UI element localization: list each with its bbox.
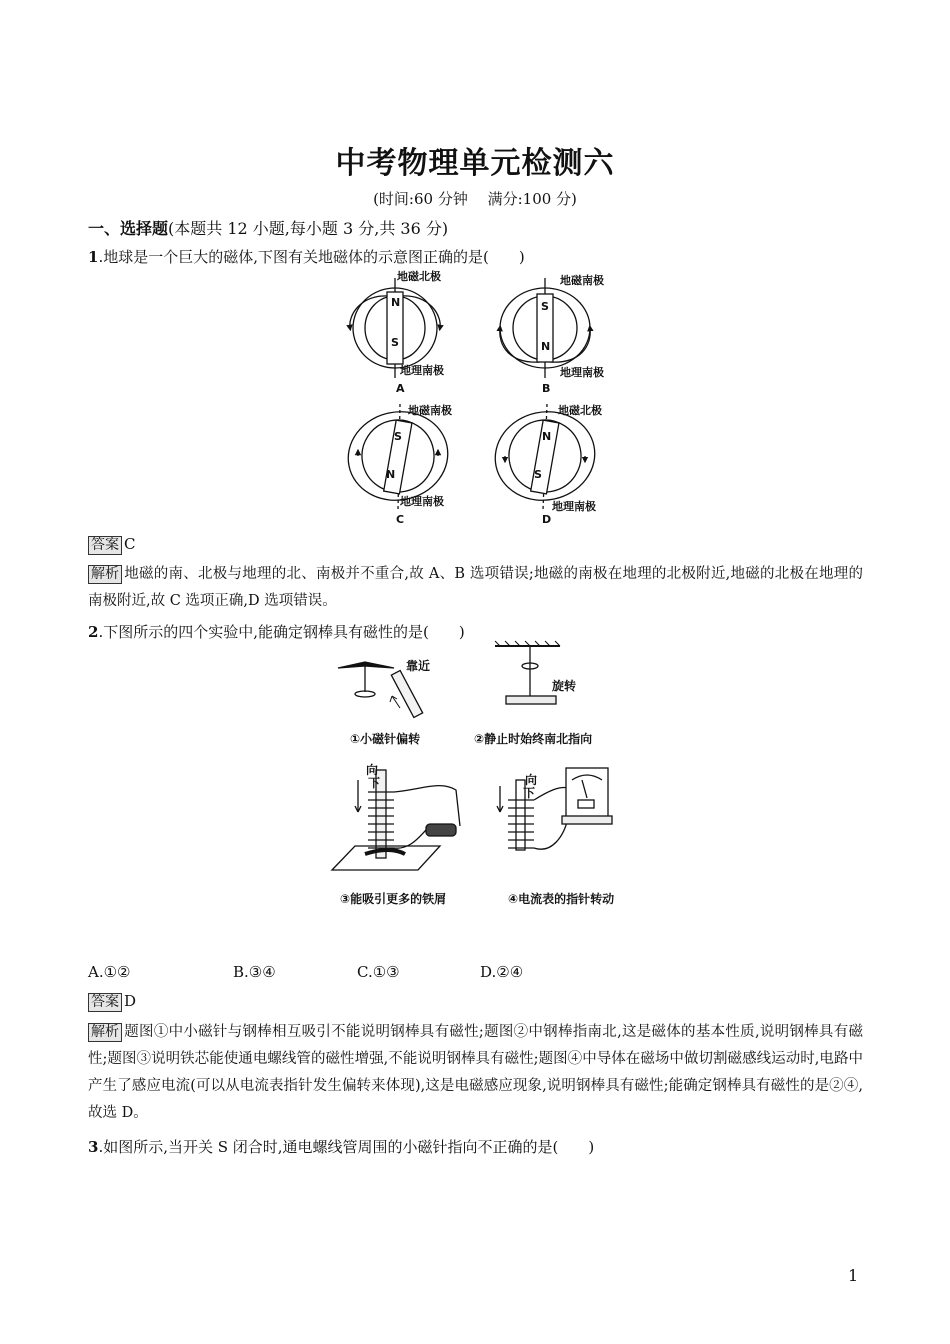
question-2 [88,621,465,642]
experiment-4 [497,768,612,850]
label-b-n: N [541,340,551,353]
label-c: C [396,513,405,526]
option-a: A.①② [88,963,131,981]
label-a-n: N [391,296,401,309]
label-b: B [542,382,551,395]
question-3-text: .如图所示,当开关 S 闭合时,通电螺线管周围的小磁针指向不正确的是( ) [98,1138,595,1156]
geomagnetic-figure [330,266,630,530]
label-d-top: 地磁北极 [558,404,602,417]
answer-2-value: D [124,992,137,1010]
down-label-4b: 下 [523,786,536,800]
question-1 [88,246,525,267]
label-a-top: 地磁北极 [397,270,441,283]
label-c-n: N [386,468,396,481]
label-c-top: 地磁南极 [408,404,452,417]
label-d-bottom: 地理南极 [552,500,596,513]
label-a-bottom: 地理南极 [400,364,444,377]
answer-2 [88,992,136,1012]
label-b-s: S [541,300,549,313]
near-label: 靠近 [406,659,431,673]
diagram-b [500,278,590,378]
label-b-top: 地磁南极 [560,274,604,287]
section-number: 一、 [88,219,121,238]
label-d-n: N [542,430,552,443]
answer-tag: 答案 [88,536,122,555]
caption-3: ③能吸引更多的铁屑 [340,892,447,906]
analysis-tag: 解析 [88,1023,122,1042]
page-title: 中考物理单元检测六 [335,146,615,181]
question-1-number: 1 [88,248,99,266]
section-name: 选择题 [120,219,169,238]
exam-info: (时间:60 分钟 满分:100 分) [373,190,577,208]
option-c: C.①③ [357,963,400,981]
question-2-text: .下图所示的四个实验中,能确定钢棒具有磁性的是( ) [98,623,465,641]
section-heading [88,216,448,239]
label-d: D [542,513,552,526]
analysis-tag: 解析 [88,565,122,584]
question-3-number: 3 [88,1138,99,1156]
caption-4: ④电流表的指针转动 [508,892,615,906]
analysis-2-text: 题图①中小磁针与钢棒相互吸引不能说明钢棒具有磁性;题图②中钢棒指南北,这是磁体的基本性质,说明钢棒具有磁性;题图③说明铁芯能使通电螺线管的磁性增强,不能说明钢棒具有磁性;题图④中导体在磁场中做切割磁感线运动时,电路中产生了感应电流(可以从电流表指针发生偏转来体现),这是电磁感应现象,说明钢棒具有磁性;能确定钢棒具有磁性的是②④,故选 D。 [88,1024,863,1121]
caption-1: ①小磁针偏转 [350,732,421,746]
answer-1 [88,535,135,555]
diagram-c [340,403,456,510]
experiment-2 [495,641,560,704]
label-c-s: S [394,430,402,443]
down-label-3a: 向 [366,763,379,777]
caption-2: ②静止时始终南北指向 [474,732,593,746]
diagram-a [350,278,440,378]
experiment-3 [332,770,460,870]
down-label-4a: 向 [525,773,538,787]
rotate-label: 旋转 [552,679,577,693]
analysis-2 [88,1019,863,1127]
answer-tag: 答案 [88,993,122,1012]
label-d-s: S [534,468,542,481]
page-number: 1 [848,1266,859,1285]
option-d: D.②④ [480,963,524,981]
analysis-1-text: 地磁的南、北极与地理的北、南极并不重合,故 A、B 选项错误;地磁的南极在地理的北极附近,地磁的北极在地理的南极附近,故 C 选项正确,D 选项错误。 [88,566,863,609]
option-b: B.③④ [233,963,276,981]
question-1-text: .地球是一个巨大的磁体,下图有关地磁体的示意图正确的是( ) [98,248,525,266]
question-2-number: 2 [88,623,99,641]
label-c-bottom: 地理南极 [400,495,444,508]
question-3 [88,1136,594,1157]
down-label-3b: 下 [368,776,381,790]
label-b-bottom: 地理南极 [560,366,604,379]
analysis-1 [88,561,863,615]
answer-1-value: C [124,535,136,553]
diagram-d [487,403,603,510]
label-a: A [396,382,405,395]
label-a-s: S [391,336,399,349]
magnet-experiments-figure [320,640,640,915]
section-note: (本题共 12 小题,每小题 3 分,共 36 分) [168,219,449,238]
